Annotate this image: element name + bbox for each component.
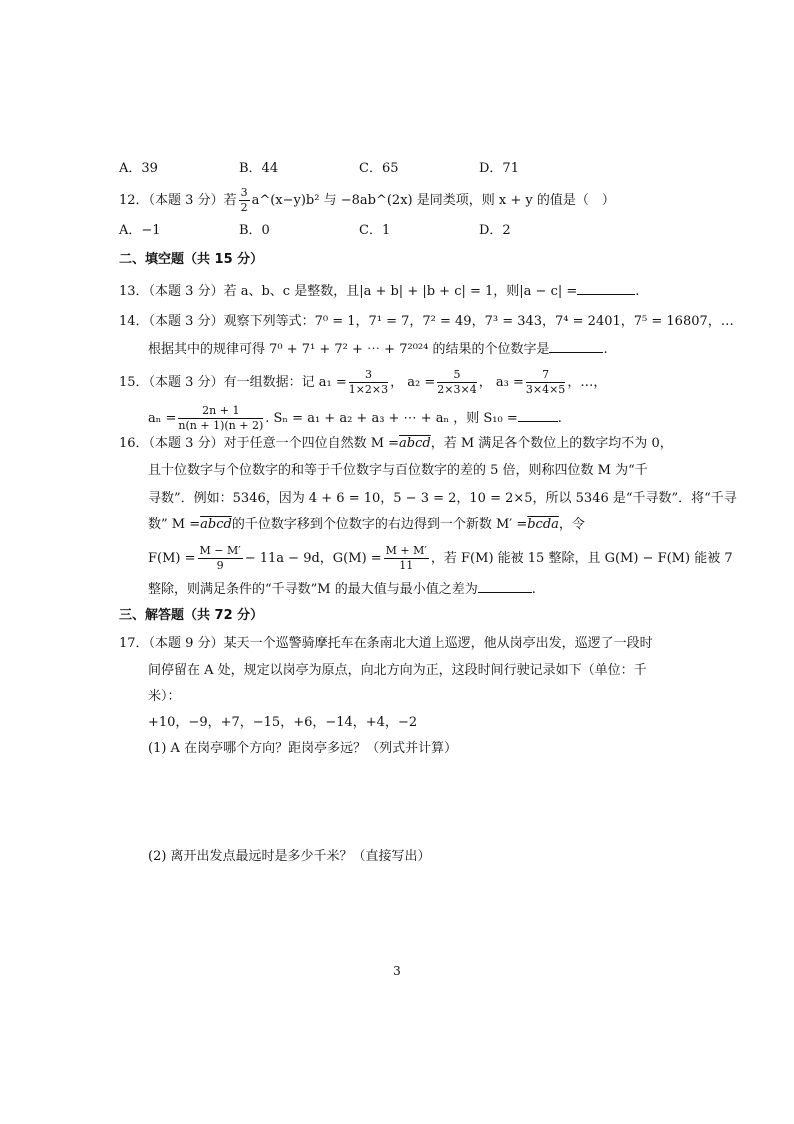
q14-question-line2: 根据其中的规律可得 7⁰ + 7¹ + 7² + ⋯ + 7²⁰²⁴ 的结果的个位数字是 . — [148, 342, 608, 357]
q16-answer-blank — [478, 580, 532, 593]
q15-question-line2: aₙ = $\frac{2n + 1}{n(n + 1)(n + 2)}$ . Sₙ = a₁ + a₂ + a₃ + ⋯ + aₙ ，则 S₁₀ = . — [148, 404, 562, 432]
q12-option-d: D．2 — [479, 223, 511, 238]
q16-question-line3: 寻数”．例如：5346，因为 4 + 6 = 10，5 − 3 = 2，10 = 2×5，所以 5346 是“千寻数”．将“千寻 — [148, 491, 737, 506]
q14-question-line1: 14．（本题 3 分）观察下列等式：7⁰ = 1，7¹ = 7，7² = 49，7³ = 343，7⁴ = 2401，7⁵ = 16807，… — [119, 314, 734, 329]
q17-data: +10，−9，+7，−15，+6，−14，+4，−2 — [148, 715, 418, 730]
q11-option-a: A．39 — [119, 161, 158, 176]
q11-option-d: D．71 — [479, 161, 519, 176]
page-number: 3 — [393, 964, 401, 978]
q17-question-line3: 米）： — [148, 689, 181, 704]
q12-fraction: $\frac{3}{2}$ — [240, 186, 248, 214]
q12-option-c: C．1 — [359, 223, 391, 238]
section-fill-in-heading: 二、填空题（共 15 分） — [119, 252, 264, 267]
q16-question-line6: 整除，则满足条件的“千寻数”M 的最大值与最小值之差为 . — [148, 582, 536, 597]
q13-question: 13．（本题 3 分）若 a、b、c 是整数，且|a + b| + |b + c| = 1，则|a − c| = . — [119, 284, 640, 299]
q11-option-c: C．65 — [359, 161, 399, 176]
q14-answer-blank — [549, 340, 603, 353]
q17-question-line2: 间停留在 A 处，规定以岗亭为原点，向北方向为正，这段时间行驶记录如下（单位：千 — [148, 663, 647, 678]
q17-part2: (2) 离开出发点最远时是多少千米？（直接写出） — [148, 849, 431, 864]
section-solution-heading: 三、解答题（共 72 分） — [119, 608, 264, 623]
q16-question-line5: F(M) = $\frac{M - M'}{9}$ − 11a − 9d，G(M) = $\frac{M + M'}{11}$ ，若 F(M) 能被 15 整除，且 G(M) − F(M) 能被 7 — [148, 544, 733, 572]
q17-question-line1: 17．（本题 9 分）某天一个巡警骑摩托车在条南北大道上巡逻，他从岗亭出发，巡逻了一段时 — [119, 636, 653, 651]
q15-answer-blank — [518, 409, 558, 422]
q15-question-line1: 15．（本题 3 分）有一组数据：记 a₁ = $\frac{3}{1\times 2\times 3}$ ， a₂ = $\frac{5}{2\times 3\times 4}$ ， a₃ = $\frac{7}{3\times 4\times 5}$ ，…， — [119, 368, 607, 396]
q17-part1: (1) A 在岗亭哪个方向？距岗亭多远？（列式并计算） — [148, 741, 458, 756]
q11-option-b: B．44 — [239, 161, 279, 176]
q16-question-line2: 且十位数字与个位数字的和等于千位数字与百位数字的差的 5 倍，则称四位数 M 为“千 — [148, 463, 648, 478]
q12-question: 12．（本题 3 分）若 $\frac{3}{2}$ a^(x−y)b² 与 −8ab^(2x) 是同类项，则 x + y 的值是（ ） — [119, 186, 615, 214]
q12-option-a: A．−1 — [119, 223, 161, 238]
q16-question-line1: 16．（本题 3 分）对于任意一个四位自然数 M =abcd，若 M 满足各个数位上的数字均不为 0， — [119, 436, 673, 451]
q13-answer-blank — [577, 282, 635, 295]
q16-question-line4: 数” M =abcd的千位数字移到个位数字的右边得到一个新数 M′ =bcda，令 — [148, 517, 585, 532]
q12-option-b: B．0 — [239, 223, 270, 238]
